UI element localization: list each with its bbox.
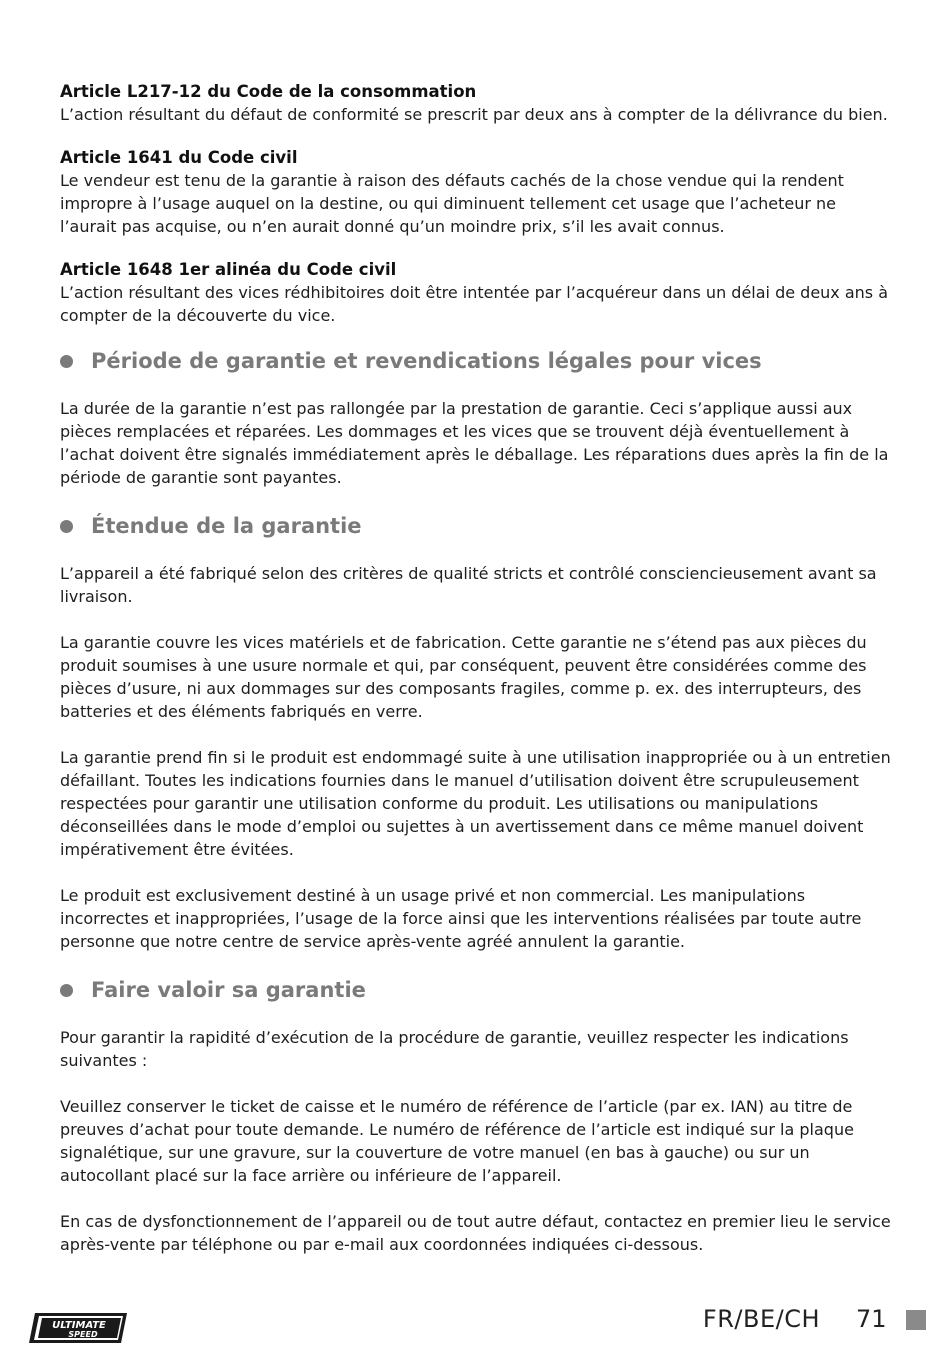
page-number: 71 [856, 1305, 887, 1333]
article-text: L’action résultant du défaut de conformité se prescrit par deux ans à compter de la délivrance du bien. [60, 105, 888, 124]
section-heading [60, 347, 892, 375]
paragraph: En cas de dysfonctionnement de l’appareil ou de tout autre défaut, contactez en premier lieu le service après-vente par téléphone ou par e-mail aux coordonnées indiquées ci-dessous. [60, 1212, 891, 1254]
bullet-icon [60, 984, 73, 997]
section-heading-text: Étendue de la garantie [91, 514, 362, 538]
paragraph: La garantie couvre les vices matériels et de fabrication. Cette garantie ne s’étend pas aux pièces du produit soumises à une usure normale et qui, par conséquent, peuvent être considérées comme des pièces d’usure, ni aux dommages sur des composants fragiles, comme p. ex. des interrupteurs, des batteries et des éléments fabriqués en verre. [60, 633, 867, 721]
bullet-icon [60, 355, 73, 368]
article-block [60, 80, 892, 126]
paragraph: L’appareil a été fabriqué selon des critères de qualité stricts et contrôlé consciencieusement avant sa livraison. [60, 564, 877, 606]
logo-text-bottom: SPEED [68, 1330, 98, 1339]
paragraph: La garantie prend fin si le produit est endommagé suite à une utilisation inappropriée ou à un entretien défaillant. Toutes les indications fournies dans le manuel d’utilisation doivent être scrupuleusement respectées pour garantir une utilisation conforme du produit. Les utilisations ou manipulations déconseillées dans le mode d’emploi ou sujettes à un avertissement dans ce même manuel doivent impérativement être évitées. [60, 748, 891, 859]
article-text: L’action résultant des vices rédhibitoires doit être intentée par l’acquéreur dans un délai de deux ans à compter de la découverte du vice. [60, 283, 889, 325]
article-title: Article 1641 du Code civil [60, 148, 298, 167]
article-title: Article L217-12 du Code de la consommation [60, 82, 477, 101]
article-text: Le vendeur est tenu de la garantie à raison des défauts cachés de la chose vendue qui la rendent impropre à l’usage auquel on la destine, ou qui diminuent tellement cet usage que l’acheteur ne l’aurait pas acquise, ou n’en aurait donné qu’un moindre prix, s’il les avait connus. [60, 171, 844, 236]
section-heading-text: Période de garantie et revendications légales pour vices [91, 349, 762, 373]
paragraph: La durée de la garantie n’est pas rallongée par la prestation de garantie. Ceci s’applique aussi aux pièces remplacées et réparées. Les dommages et les vices que se trouvent déjà éventuellement à l’achat doivent être signalés immédiatement après le déballage. Les réparations dues après la fin de la période de garantie sont payantes. [60, 399, 889, 487]
article-block [60, 258, 892, 327]
section-heading-text: Faire valoir sa garantie [91, 978, 366, 1002]
section-heading [60, 976, 892, 1004]
page-marker-square [906, 1310, 926, 1330]
section-heading [60, 512, 892, 540]
document-body [60, 80, 892, 1279]
article-title: Article 1648 1er alinéa du Code civil [60, 260, 397, 279]
brand-logo [27, 1311, 129, 1345]
article-block [60, 146, 892, 238]
paragraph: Veuillez conserver le ticket de caisse et le numéro de référence de l’article (par ex. IAN) au titre de preuves d’achat pour toute demande. Le numéro de référence de l’article est indiqué sur la plaque signalétique, sur une gravure, sur la couverture de votre manuel (en bas à gauche) ou sur un autocollant placé sur la face arrière ou inférieure de l’appareil. [60, 1097, 854, 1185]
locale-label: FR/BE/CH [702, 1305, 820, 1333]
paragraph: Le produit est exclusivement destiné à un usage privé et non commercial. Les manipulations incorrectes et inappropriées, l’usage de la force ainsi que les interventions réalisées par toute autre personne que notre centre de service après-vente agréé annulent la garantie. [60, 886, 862, 951]
bullet-icon [60, 520, 73, 533]
logo-text-top: ULTIMATE [52, 1320, 106, 1331]
paragraph: Pour garantir la rapidité d’exécution de la procédure de garantie, veuillez respecter les indications suivantes : [60, 1028, 849, 1070]
